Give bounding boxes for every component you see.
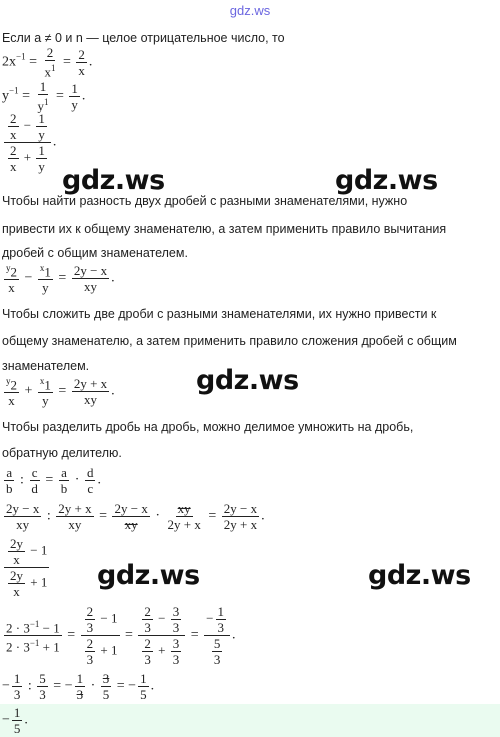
division-equation: $\frac{2y - x}{xy}$ : $\frac{2y + x}{xy}$ = $\frac{2y - x}{xy}$ · $\frac{xy}{2y + x}$ = $\frac{2y - x}{2y + x}$ . — [6, 501, 265, 532]
eq-exponent: −1 — [9, 85, 19, 96]
paragraph-line: общему знаменателю, а затем применить правило сложения дробей с общим — [2, 334, 457, 348]
equation-y: $y^{-1}$ = $\frac{1}{y^1}$ = $\frac{1}{y}$ . — [2, 79, 86, 114]
fraction: $\frac{2y}{x}$ − 1 $\frac{2y}{x}$ + 1 — [4, 537, 49, 598]
paragraph-line: привести их к общему знаменателю, а затем применить правило вычитания — [2, 222, 447, 236]
compound-fraction-1: $\frac{2}{x}$ − $\frac{1}{y}$ $\frac{2}{x}$ + $\frac{1}{y}$ . — [2, 112, 56, 173]
eq-lhs: 2x — [2, 54, 16, 70]
paragraph-line: Чтобы найти разность двух дробей с разными знаменателями, нужно — [2, 194, 408, 208]
equation-2x: $2x^{-1}$ = $\frac{2}{x^1}$ = $\frac{2}{x}$ . — [2, 45, 93, 80]
numeric-evaluation: $\frac{2 \cdot 3^{-1} - 1}{2 \cdot 3^{-1} + 1}$ = $\frac{2}{3}$ − 1 $\frac{2}{3}$ + 1 = $\frac{2}{3}$ − $\frac{3}{3}$ $\frac{2}{3}$ + $\frac{3}{3}$ = − $\frac{1}{3}$ $\frac{5}{3}$ . — [6, 604, 236, 667]
fraction: $\frac{1}{y^1}$ — [37, 79, 49, 114]
final-division: − $\frac{1}{3}$ : $\frac{5}{3}$ = − $\frac{1}{3}$ · $\frac{3}{5}$ = − $\frac{1}{5}$ . — [2, 671, 155, 702]
compound-fraction-2 — [2, 537, 51, 598]
intro-line: Если a ≠ 0 и n — целое отрицательное число, то — [2, 31, 285, 45]
fraction: $\frac{2}{x}$ — [78, 46, 85, 78]
watermark: gdz.ws — [368, 560, 471, 591]
watermark: gdz.ws — [62, 165, 165, 196]
paragraph-line: обратную делителю. — [2, 446, 122, 460]
division-rule: $\frac{a}{b}$ : $\frac{c}{d}$ = $\frac{a}{b}$ · $\frac{d}{c}$ . — [6, 465, 101, 496]
paragraph-line: дробей с общим знаменателем. — [2, 246, 188, 260]
fraction: $\frac{2}{x^1}$ — [44, 45, 56, 80]
addition-equation: $\frac{^y2}{x}$ + $\frac{^x1}{y}$ = $\frac{2y + x}{xy}$ . — [6, 375, 115, 409]
paragraph-line: Чтобы сложить две дроби с разными знаменателями, их нужно привести к — [2, 307, 437, 321]
watermark: gdz.ws — [335, 165, 438, 196]
site-link[interactable]: gdz.ws — [229, 3, 271, 18]
watermark: gdz.ws — [196, 365, 299, 396]
eq-exponent: −1 — [16, 51, 26, 62]
subtraction-equation: $\frac{^y2}{x}$ − $\frac{^x1}{y}$ = $\frac{2y - x}{xy}$ . — [6, 262, 115, 296]
answer-panel — [0, 704, 500, 737]
paragraph-line: Чтобы разделить дробь на дробь, можно делимое умножить на дробь, — [2, 420, 414, 434]
final-answer: − $\frac{1}{5}$ . — [2, 705, 28, 736]
eq-lhs: y — [2, 88, 9, 104]
watermark: gdz.ws — [97, 560, 200, 591]
fraction: $\frac{2}{x}$ − $\frac{1}{y}$ $\frac{2}{x}$ + $\frac{1}{y}$ — [4, 112, 51, 173]
paragraph-line: знаменателем. — [2, 359, 90, 373]
fraction: $\frac{1}{y}$ — [71, 80, 78, 112]
